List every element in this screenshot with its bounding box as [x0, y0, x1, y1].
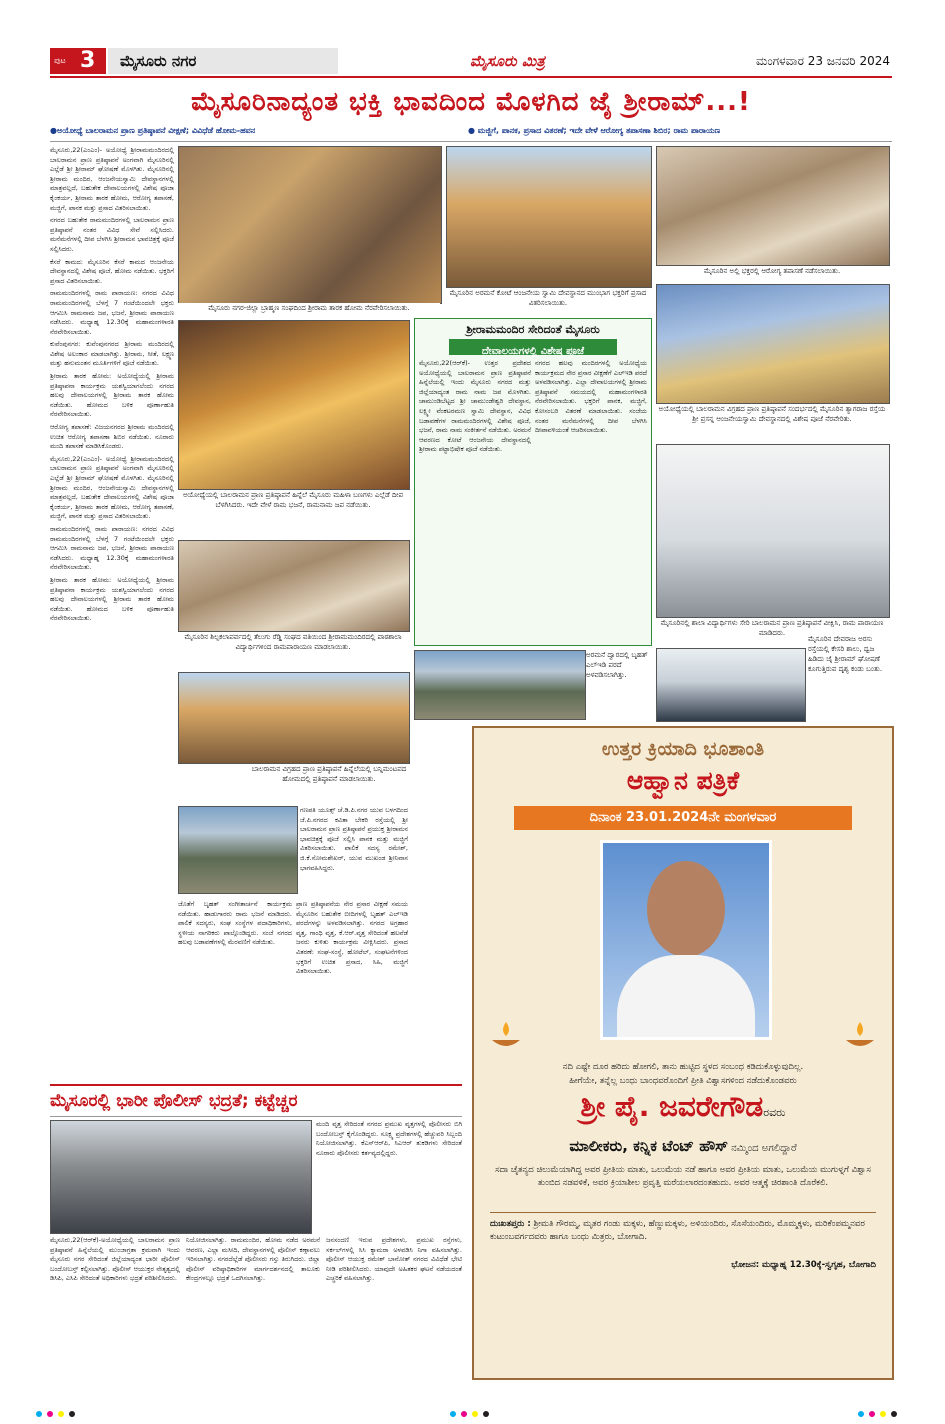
temples-box-left-text: ಮೈಸೂರು,22(ಆರ್‌ಕೆ)- ಉತ್ತರ ಪ್ರದೇಶದ ಅಯೋಧ್ಯೆಯಲ್ಲಿ ಬಾಲರಾಮನ ಪ್ರಾಣ ಪ್ರತಿಷ್ಠಾಪನೆ ಹಿನ್ನೆಲೆಯಲ್ಲಿ ಇಂದು ಮೈಸೂರು ನಗರದ ಮತ್ತು ಜಿಲ್ಲೆಯಾದ್ಯಂತ ರಾಮ ನಾಮ ಜಪ ಮೊಳಗಿತು. ಚಾಮುಂಡಿಬೆಟ್ಟದ ಶ್ರೀ ಚಾಮುಂಡೇಶ್ವರಿ ದೇವಸ್ಥಾನ, ಲಕ್ಷ್ಮೀ ವೆಂಕಟರಮಣ ಸ್ವಾಮಿ ದೇವಸ್ಥಾನ, ವಿವಿಧ ಬಡಾವಣೆಗಳ ರಾಮಮಂದಿರಗಳಲ್ಲಿ ವಿಶೇಷ ಪೂಜೆ, ಭಜನೆ, ರಾಮ ನಾಮ ಸಂಕೀರ್ತನೆ ನಡೆಯಿತು. ಅರಮನೆ ಆವರಣದ ಕೋಟೆ ಆಂಜನೇಯ ದೇವಸ್ಥಾನದಲ್ಲಿ ಶ್ರೀರಾಮ ಪಟ್ಟಾಭಿಷೇಕ ಪೂಜೆ ನಡೆಯಿತು. [419, 359, 531, 454]
portrait-head [647, 861, 725, 957]
ad-tribute-text: ಸದಾ ಚೈತನ್ಯದ ಚಿಲುಮೆಯಾಗಿದ್ದ ಅವರ ಪ್ರೀತಿಯ ಮಾತು, ಒಲುಮೆಯ ನಡೆ ಹಾಗೂ ಅವರ ಪ್ರೀತಿಯ ಮಾತು, ಒಲುಮೆಯ ಮುಗುಳ್ನಗೆ ವಿಶ್ವಾಸ ತುಂಬಿದ ನಡವಳಿಕೆ, ಅವರ ಕ್ರಿಯಾಶೀಲ ಪ್ರವೃತ್ತಿ ಮರೆಯಲಾರದಂತಹುದು. ಅವರ ಆತ್ಮಕ್ಕೆ ಚಿರಶಾಂತಿ ದೊರೆಕಲಿ. [495, 1165, 871, 1188]
crowd-photo [178, 672, 410, 764]
temples-box [414, 318, 652, 646]
designation-main: ಮಾಲೀಕರು, ಕನ್ನಿಕ ಟೆಂಟ್ ಹೌಸ್ [569, 1137, 728, 1155]
obituary-ad [472, 726, 894, 1380]
left-paragraph-7: ಆರೋಗ್ಯ ತಪಾಸಣೆ: ವಿಜಯನಗರದ ಶ್ರೀರಾಮ ಮಂದಿರದಲ್ಲಿ ಉಚಿತ ಆರೋಗ್ಯ ತಪಾಸಣಾ ಶಿಬಿರ ನಡೆಯಿತು. ನೂರಾರು ಮಂದಿ ತಪಾಸಣೆ ಮಾಡಿಸಿಕೊಂಡರು. [50, 423, 174, 451]
group-photo [178, 540, 410, 632]
police-text-col-1: ಮೈಸೂರು,22(ಆರ್‌ಕೆ)-ಅಯೋಧ್ಯೆಯಲ್ಲಿ ಬಾಲರಾಮನ ಪ್ರಾಣ ಪ್ರತಿಷ್ಠಾಪನೆ ಹಿನ್ನೆಲೆಯಲ್ಲಿ ಮುಂಜಾಗ್ರತಾ ಕ್ರಮವಾಗಿ ಇಂದು ಮೈಸೂರು ನಗರ ಸೇರಿದಂತೆ ಜಿಲ್ಲೆಯಾದ್ಯಂತ ಭಾರೀ ಪೊಲೀಸ್ ಬಂದೋಬಸ್ತ್ ಕಲ್ಪಿಸಲಾಗಿತ್ತು. ಪೊಲೀಸ್ ಆಯುಕ್ತರ ನೇತೃತ್ವದಲ್ಲಿ ಡಿಸಿಪಿ, ಎಸಿಪಿ ಸೇರಿದಂತೆ ಅಧಿಕಾರಿಗಳು ಭದ್ರತೆ ಪರಿಶೀಲಿಸಿದರು. [50, 1236, 180, 1283]
school-students-caption: ಮೈಸೂರಿನಲ್ಲಿ ಶಾಲಾ ವಿದ್ಯಾರ್ಥಿಗಳು ಸೇರಿ ಬಾಲರಾಮನ ಪ್ರಾಣ ಪ್ರತಿಷ್ಠಾಪನೆ ವೀಕ್ಷಿಸಿ, ರಾಮ ಪಾರಾಯಣ ಮಾಡಿದರು. [656, 618, 888, 642]
led-screen-photo [414, 650, 586, 720]
health-camp-photo [656, 146, 890, 266]
middle-text-col-3: ಜೊತೆಗೆ ಬೃಹತ್ ಸಂಗೀತಾರ್ಚನೆ ಕಾರ್ಯಕ್ರಮ ನಡೆಯಿತು. ಹಾಡುಗಾರರು ರಾಮ ಭಜನೆ ಮಾಡಿದರು. ಪಾಲಿಕೆ ಸದಸ್ಯರು, ಸಂಘ ಸಂಸ್ಥೆಗಳ ಪದಾಧಿಕಾರಿಗಳು, ಸ್ಥಳೀಯ ನಾಗರಿಕರು ಪಾಲ್ಗೊಂಡಿದ್ದರು. ಸಂಜೆ ನಗರದ ಹಲವು ಬಡಾವಣೆಗಳಲ್ಲಿ ಮೆರವಣಿಗೆ ನಡೆಯಿತು. [178, 900, 292, 947]
deceased-name-suffix: ರವರು [763, 1106, 786, 1119]
school-students-photo [656, 444, 890, 618]
car-procession-caption: ಮೈಸೂರಿನ ದೇವರಾಜ ಅರಸು ರಸ್ತೆಯಲ್ಲಿ ಕೇಸರಿ ಶಾಲು, ಧ್ವಜ ಹಿಡಿದು ಜೈ ಶ್ರೀರಾಮ್ ಘೋಷಣೆ ಕೂಗುತ್ತಿರುವ ದೃಶ್ಯ ಕಂಡು ಬಂತು. [808, 634, 888, 720]
temples-box-title-1: ಶ್ರೀರಾಮಮಂದಿರ ಸೇರಿದಂತೆ ಮೈಸೂರು [466, 323, 600, 336]
mourners-label: ದುಃಖತಪ್ತರು : [490, 1219, 531, 1229]
meal-info: ಭೋಜನ: ಮಧ್ಯಾಹ್ನ 12.30ಕ್ಕೆ-ಸ್ವಗೃಹ, ಬೋಗಾದಿ [731, 1260, 876, 1270]
masthead-logo: ಮೈಸೂರು ಮಿತ್ರ [470, 52, 545, 70]
left-paragraph-4-repeat: ರಾಮಮಂದಿರಗಳಲ್ಲಿ ರಾಮ ಪಾರಾಯಣ: ನಗರದ ವಿವಿಧ ರಾಮಮಂದಿರಗಳಲ್ಲಿ ಬೆಳಗ್ಗೆ 7 ಗಂಟೆಯಿಂದಲೇ ಭಕ್ತರು ಆಗಮಿಸಿ ರಾಮನಾಮ ಜಪ, ಭಜನೆ, ಶ್ರೀರಾಮ ಪಾರಾಯಣ ನಡೆಸಿದರು. ಮಧ್ಯಾಹ್ನ 12.30ಕ್ಕೆ ಮಹಾಮಂಗಳಾರತಿ ನೆರವೇರಿಸಲಾಯಿತು. [50, 524, 174, 572]
temples-box-right-text: ನಗರದ ಹಲವು ಮಂದಿರಗಳಲ್ಲಿ ಅಯೋಧ್ಯೆಯ ಕಾರ್ಯಕ್ರಮದ ನೇರ ಪ್ರಸಾರ ವೀಕ್ಷಣೆಗೆ ಎಲ್‌ಇಡಿ ಪರದೆ ಅಳವಡಿಸಲಾಗಿತ್ತು. ಎಲ್ಲಾ ದೇವಾಲಯಗಳಲ್ಲಿ ಶ್ರೀರಾಮ ಪ್ರತಿಷ್ಠಾಪನೆ ಸಮಯದಲ್ಲಿ ಮಹಾಮಂಗಳಾರತಿ ನೆರವೇರಿಸಲಾಯಿತು. ಭಕ್ತರಿಗೆ ಪಾನಕ, ಮಜ್ಜಿಗೆ, ಕೋಸಂಬರಿ ವಿತರಣೆ ಮಾಡಲಾಯಿತು. ಸಂಜೆಯ ನಂತರ ಮನೆಮನೆಗಳಲ್ಲಿ ದೀಪ ಬೆಳಗಿಸಿ ದೀಪಾವಳಿಯಂತೆ ಆಚರಿಸಲಾಯಿತು. [535, 359, 647, 435]
left-paragraph-1-repeat: ಮೈಸೂರು,22(ಎಂಎಂ)- ಅಯೋಧ್ಯೆ ಶ್ರೀರಾಮಮಂದಿರದಲ್ಲಿ ಬಾಲರಾಮನ ಪ್ರಾಣ ಪ್ರತಿಷ್ಠಾಪನೆ ಅಂಗವಾಗಿ ಮೈಸೂರಿನಲ್ಲಿ ಎಲ್ಲೆಡೆ ಶ್ರೀ ಶ್ರೀರಾಮ್ ಘೋಷಣೆ ಮೊಳಗಿತು. ಮೈಸೂರಿನಲ್ಲಿ ಶ್ರೀರಾಮ ಮಂದಿರ, ಆಂಜನೇಯಸ್ವಾಮಿ ದೇವಸ್ಥಾನಗಳಲ್ಲಿ ಮಾತ್ರವಲ್ಲದೆ, ಬಹುತೇಕ ದೇವಾಲಯಗಳಲ್ಲಿ ವಿಶೇಷ ಪೂಜಾ ಕೈಂಕರ್ಯ, ಶ್ರೀರಾಮ ತಾರಕ ಹೋಮ, ಆರೋಗ್ಯ ತಪಾಸಣೆ, ಮಜ್ಜಿಗೆ, ಪಾನಕ ಮತ್ತು ಪ್ರಸಾದ ವಿತರಿಸಲಾಯಿತು. [50, 454, 174, 521]
header-rule [50, 76, 892, 78]
print-registration-dots-left [36, 1402, 80, 1421]
prasada-photo-caption: ಮೈಸೂರಿನ ಅರಮನೆ ಕೋಟೆ ಆಂಜನೇಯ ಸ್ವಾಮಿ ದೇವಸ್ಥಾನದ ಮುಂಭಾಗ ಭಕ್ತರಿಗೆ ಪ್ರಸಾದ ವಿತರಿಸಲಾಯಿತು. [446, 288, 650, 312]
police-side-text: ಮಂದಿ ವೃತ್ತ ಸೇರಿದಂತೆ ನಗರದ ಪ್ರಮುಖ ವೃತ್ತಗಳಲ್ಲಿ ಪೊಲೀಸರು ಬಿಗಿ ಬಂದೋಬಸ್ತ್ ಕೈಗೊಂಡಿದ್ದರು. ಸೂಕ್ಷ್ಮ ಪ್ರದೇಶಗಳಲ್ಲಿ ಹೆಚ್ಚುವರಿ ಸಿಬ್ಬಂದಿ ನಿಯೋಜಿಸಲಾಗಿತ್ತು. ಕೆಎಸ್‌ಆರ್‌ಪಿ, ಸಿಎಆರ್ ತುಕಡಿಗಳು ಸೇರಿದಂತೆ ನೂರಾರು ಪೊಲೀಸರು ಕರ್ತವ್ಯದಲ್ಲಿದ್ದರು. [316, 1120, 462, 1157]
temples-box-title-2 [449, 339, 617, 355]
mourners-block [490, 1218, 876, 1244]
car-procession-photo [656, 648, 806, 722]
middle-text-col-1: ಗಣಪತಿ ಯೂತ್ಸ್ ಚೆ.ಡಿ.ಪಿ.ನಗರ ಯುವ ಬಳಗದಿಂದ ಜೆ.ಪಿ.ನಗರದ ಕವಿತಾ ಬೇಕರಿ ರಸ್ತೆಯಲ್ಲಿ ಶ್ರೀ ಬಾಲರಾಮನ ಪ್ರಾಣ ಪ್ರತಿಷ್ಠಾಪನೆ ಪ್ರಯುಕ್ತ ಶ್ರೀರಾಮನ ಭಾವಚಿತ್ರಕ್ಕೆ ಪೂಜೆ ಸಲ್ಲಿಸಿ ಪಾನಕ ಮತ್ತು ಮಜ್ಜಿಗೆ ವಿತರಿಸಲಾಯಿತು. ಪಾಲಿಕೆ ಸದಸ್ಯ ರಮೇಶ್, ಜಿ.ಕೆ.ಸೋಮಶೇಖರ್, ಯುವ ಮುಖಂಡ ಶ್ರೀನಿವಾಸ ಭಾಗವಹಿಸಿದ್ದರು. [300, 806, 408, 872]
designation-suffix: ನಮ್ಮಿಂದ ಅಗಲಿದ್ದಾರೆ [728, 1143, 797, 1154]
page-number-badge [50, 48, 106, 74]
ad-date-text: ದಿನಾಂಕ 23.01.2024ನೇ ಮಂಗಳವಾರ [589, 810, 777, 825]
police-text-col-3: ಜನಸಂದಣಿ ಇರುವ ಪ್ರದೇಶಗಳು, ಪ್ರಮುಖ ರಸ್ತೆಗಳು, ಸರ್ಕಲ್‌ಗಳಲ್ಲಿ ಸಿಸಿ ಕ್ಯಾಮರಾ ಅಳವಡಿಸಿ ನಿಗಾ ವಹಿಸಲಾಗಿತ್ತು. ಪೊಲೀಸ್ ಆಯುಕ್ತ ರಮೇಶ್ ಬಾನೋತ್ ನಗರದ ವಿವಿಧೆಡೆ ಭೇಟಿ ನೀಡಿ ಪರಿಶೀಲಿಸಿದರು. ಯಾವುದೇ ಅಹಿತಕರ ಘಟನೆ ನಡೆಯದಂತೆ ಎಚ್ಚರಿಕೆ ವಹಿಸಲಾಗಿತ್ತು. [326, 1236, 462, 1283]
left-diya-icon [488, 1018, 524, 1054]
left-paragraph-5: ಕುವೆಂಪುನಗರ: ಕುವೆಂಪುನಗರದ ಶ್ರೀರಾಮ ಮಂದಿರದಲ್ಲಿ ವಿಶೇಷ ಅಲಂಕಾರ ಮಾಡಲಾಗಿತ್ತು. ಶ್ರೀರಾಮ, ಸೀತೆ, ಲಕ್ಷ್ಮಣ ಮತ್ತು ಹನುಮಂತನ ಮೂರ್ತಿಗಳಿಗೆ ಪೂಜೆ ನಡೆಯಿತು. [50, 340, 174, 368]
main-headline: ಮೈಸೂರಿನಾದ್ಯಂತ ಭಕ್ತಿ ಭಾವದಿಂದ ಮೊಳಗಿದ ಜೈ ಶ್ರೀರಾಮ್...! [191, 87, 751, 117]
ad-title: ಉತ್ತರ ಕ್ರಿಯಾದಿ ಭೂಶಾಂತಿ [601, 738, 765, 760]
subhead-right: ● ಮಜ್ಜಿಗೆ, ಪಾನಕ, ಪ್ರಸಾದ ವಿತರಣೆ; ಇದೇ ವೇಳೆ ಆರೋಗ್ಯ ತಪಾಸಣಾ ಶಿಬಿರ; ರಾಮ ಪಾರಾಯಣ [468, 126, 721, 135]
left-paragraph-4: ರಾಮಮಂದಿರಗಳಲ್ಲಿ ರಾಮ ಪಾರಾಯಣ: ನಗರದ ವಿವಿಧ ರಾಮಮಂದಿರಗಳಲ್ಲಿ ಬೆಳಗ್ಗೆ 7 ಗಂಟೆಯಿಂದಲೇ ಭಕ್ತರು ಆಗಮಿಸಿ ರಾಮನಾಮ ಜಪ, ಭಜನೆ, ಶ್ರೀರಾಮ ಪಾರಾಯಣ ನಡೆಸಿದರು. ಮಧ್ಯಾಹ್ನ 12.30ಕ್ಕೆ ಮಹಾಮಂಗಳಾರತಿ ನೆರವೇರಿಸಲಾಯಿತು. [50, 289, 174, 336]
ad-quote-line-1: ನದಿ ಎಷ್ಟೇ ದೂರ ಹರಿದು ಹೋಗಲಿ, ತಾನು ಹುಟ್ಟಿದ ಸ್ಥಳದ ಸಂಬಂಧ ಕಡಿದುಕೊಳ್ಳುವುದಿಲ್ಲ. [562, 1062, 804, 1072]
health-camp-caption: ಮೈಸೂರಿನ ಅಲ್ಲಿ ಭಕ್ತರಲ್ಲಿ ಆರೋಗ್ಯ ತಪಾಸಣೆ ನಡೆಸಲಾಯಿತು. [656, 266, 888, 278]
deceased-name-row [474, 1090, 892, 1124]
lamps-photo-caption: ಅಯೋಧ್ಯೆಯಲ್ಲಿ ಬಾಲರಾಮನ ಪ್ರಾಣ ಪ್ರತಿಷ್ಠಾಪನೆ ಹಿನ್ನೆಲೆ ಮೈಸೂರು ಮಹಿಳಾ ಬಣಗಳು ಎಲ್ಲೆಡೆ ದೀಪ ಬೆಳಗಿಸಿದರು. ಇದೇ ವೇಳೆ ರಾಮ ಭಜನೆ, ರಾಮನಾಮ ಜಪ ನಡೆಯಿತು. [178, 490, 408, 534]
left-paragraph-2: ನಗರದ ಬಹುತೇಕ ರಾಮಮಂದಿರಗಳಲ್ಲಿ ಬಾಲರಾಮನ ಪ್ರಾಣ ಪ್ರತಿಷ್ಠಾಪನೆ ನಂತರ ವಿವಿಧ ಸೇವೆ ಸಲ್ಲಿಸಿದರು. ಮನೆಮನೆಗಳಲ್ಲಿ ದೀಪ ಬೆಳಗಿಸಿ ಶ್ರೀರಾಮನ ಭಾವಚಿತ್ರಕ್ಕೆ ಪೂಜೆ ಸಲ್ಲಿಸಿದರು. [50, 216, 174, 253]
subhead-rule [50, 141, 892, 142]
left-paragraph-6-repeat: ಶ್ರೀರಾಮ ತಾರಕ ಹೋಮ: ಅಯೋಧ್ಯೆಯಲ್ಲಿ ಶ್ರೀರಾಮ ಪ್ರತಿಷ್ಠಾಪನಾ ಕಾರ್ಯಕ್ರಮ ಯಶಸ್ವಿಯಾಗಲೆಂದು ನಗರದ ಹಲವು ದೇವಾಲಯಗಳಲ್ಲಿ ಶ್ರೀರಾಮ ತಾರಕ ಹೋಮ ನಡೆಯಿತು. ಹೋಮದ ಬಳಿಕ ಪೂರ್ಣಾಹುತಿ ನೆರವೇರಿಸಲಾಯಿತು. [50, 575, 174, 623]
police-photo [50, 1120, 312, 1234]
lamps-photo [178, 320, 410, 490]
led-screen-caption: ಅರಮನೆ ದ್ವಾರದಲ್ಲಿ ಬೃಹತ್ ಎಲ್‌ಇಡಿ ಪರದೆ ಅಳವಡಿಸಲಾಗಿತ್ತು. [586, 650, 648, 718]
prasada-photo [446, 146, 652, 288]
subhead-left: ●ಅಯೋಧ್ಯೆ ಬಾಲರಾಮನ ಪ್ರಾಣ ಪ್ರತಿಷ್ಠಾಪನೆ ವೀಕ್ಷಣೆ; ವಿವಿಧೆಡೆ ಹೋಮ-ಹವನ [50, 126, 256, 135]
deceased-name: ಶ್ರೀ ಪೈ. ಜವರೇಗೌಡ [580, 1090, 764, 1123]
police-text-col-2: ನಿಯೋಜಿಸಲಾಗಿತ್ತು. ರಾಮಮಂದಿರ, ಹೋಮ ನಡೆದ ಅರಮನೆ ಆವರಣ, ಎಲ್ಲಾ ಮಸೀದಿ, ದೇವಸ್ಥಾನಗಳಲ್ಲಿ ಪೊಲೀಸ್ ಕಣ್ಗಾವಲು ಇರಿಸಲಾಗಿತ್ತು. ನಗರದೆಲ್ಲೆಡೆ ಪೊಲೀಸರು ಗಸ್ತು ತಿರುಗಿದರು. ಜಿಲ್ಲಾ ಪೊಲೀಸ್ ವರಿಷ್ಠಾಧಿಕಾರಿಗಳ ಮಾರ್ಗದರ್ಶನದಲ್ಲಿ ತಾಲೂಕು ಕೇಂದ್ರಗಳಲ್ಲೂ ಭದ್ರತೆ ಒದಗಿಸಲಾಗಿತ್ತು. [186, 1236, 320, 1283]
section-tab [108, 48, 338, 74]
ad-quote-line-2: ಹೀಗೆಯೇ, ತನ್ನೆಲ್ಲ ಬಂಧು ಬಾಂಧವರೊಂದಿಗೆ ಪ್ರೀತಿ ವಿಶ್ವಾಸಗಳಿಂದ ನಡೆದುಕೊಂಡವರು [569, 1076, 797, 1086]
section-title: ಮೈಸೂರು ನಗರ [120, 52, 197, 70]
ad-divider [490, 1212, 876, 1213]
ad-date-banner [514, 806, 852, 830]
street-photo [178, 806, 298, 894]
issue-date: ಮಂಗಳವಾರ 23 ಜನವರಿ 2024 [755, 54, 890, 68]
police-headline: ಮೈಸೂರಲ್ಲಿ ಭಾರೀ ಪೊಲೀಸ್ ಭದ್ರತೆ; ಕಟ್ಟೆಚ್ಚರ [50, 1084, 462, 1117]
left-paragraph-6: ಶ್ರೀರಾಮ ತಾರಕ ಹೋಮ: ಅಯೋಧ್ಯೆಯಲ್ಲಿ ಶ್ರೀರಾಮ ಪ್ರತಿಷ್ಠಾಪನಾ ಕಾರ್ಯಕ್ರಮ ಯಶಸ್ವಿಯಾಗಲೆಂದು ನಗರದ ಹಲವು ದೇವಾಲಯಗಳಲ್ಲಿ ಶ್ರೀರಾಮ ತಾರಕ ಹೋಮ ನಡೆಯಿತು. ಹೋಮದ ಬಳಿಕ ಪೂರ್ಣಾಹುತಿ ನೆರವೇರಿಸಲಾಯಿತು. [50, 372, 174, 419]
crowd-photo-caption: ಬಾಲರಾಮನ ವಿಗ್ರಹದ ಪ್ರಾಣ ಪ್ರತಿಷ್ಠಾಪನೆ ಹಿನ್ನೆಲೆಯಲ್ಲಿ ಬನ್ನಿಮಂಟಪದ ಹೋಮದಲ್ಲಿ ಪ್ರತಿಷ್ಠಾಪನೆ ಮಾಡಲಾಯಿತು. [250, 764, 408, 800]
page-label: ಪುಟ [54, 56, 66, 65]
middle-text-col-2: ಪ್ರಾಣ ಪ್ರತಿಷ್ಠಾಪನೆಯ ನೇರ ಪ್ರಸಾರ ವೀಕ್ಷಣೆ ಸಮಯ ಮೈಸೂರಿನ ಬಹುತೇಕ ಬೀದಿಗಳಲ್ಲಿ ಬೃಹತ್ ಎಲ್‌ಇಡಿ ಪರದೆಗಳನ್ನು ಅಳವಡಿಸಲಾಗಿತ್ತು. ನಗರದ ಅಗ್ರಹಾರ ವೃತ್ತ, ಗಾಂಧಿ ವೃತ್ತ, ಕೆ.ಆರ್.ವೃತ್ತ ಸೇರಿದಂತೆ ಹಲವೆಡೆ ಜನರು ಕುಳಿತು ಕಾರ್ಯಕ್ರಮ ವೀಕ್ಷಿಸಿದರು. ಪ್ರಸಾದ ವಿತರಣೆ: ಸಂಘ-ಸಂಸ್ಥೆ, ಹೋಟೆಲ್, ಸಂಘಟನೆಗಳಿಂದ ಭಕ್ತರಿಗೆ ಉಚಿತ ಪ್ರಸಾದ, ಸಿಹಿ, ಮಜ್ಜಿಗೆ ವಿತರಿಸಲಾಯಿತು. [296, 900, 408, 976]
left-lead-paragraph: ಮೈಸೂರು,22(ಎಂಎಂ)- ಅಯೋಧ್ಯೆ ಶ್ರೀರಾಮಮಂದಿರದಲ್ಲಿ ಬಾಲರಾಮನ ಪ್ರಾಣ ಪ್ರತಿಷ್ಠಾಪನೆ ಅಂಗವಾಗಿ ಮೈಸೂರಿನಲ್ಲಿ ಎಲ್ಲೆಡೆ ಶ್ರೀ ಶ್ರೀರಾಮ್ ಘೋಷಣೆ ಮೊಳಗಿತು. ಮೈಸೂರಿನಲ್ಲಿ ಶ್ರೀರಾಮ ಮಂದಿರ, ಆಂಜನೇಯಸ್ವಾಮಿ ದೇವಸ್ಥಾನಗಳಲ್ಲಿ ಮಾತ್ರವಲ್ಲದೆ, ಬಹುತೇಕ ದೇವಾಲಯಗಳಲ್ಲಿ ವಿಶೇಷ ಪೂಜಾ ಕೈಂಕರ್ಯ, ಶ್ರೀರಾಮ ತಾರಕ ಹೋಮ, ಆರೋಗ್ಯ ತಪಾಸಣೆ, ಮಜ್ಜಿಗೆ, ಪಾನಕ ಮತ್ತು ಪ್ರಸಾದ ವಿತರಿಸಲಾಯಿತು. [50, 146, 174, 212]
page-number: 3 [80, 48, 96, 73]
left-article-column [50, 146, 174, 1076]
temples-box-title-2-text: ದೇವಾಲಯಗಳಲ್ಲಿ ವಿಶೇಷ ಪೂಜೆ [481, 346, 585, 357]
right-diya-icon [842, 1018, 878, 1054]
homa-photo [178, 146, 442, 304]
portrait-photo [600, 840, 772, 1040]
mourners-text: ಶ್ರೀಮತಿ ಗೌರಮ್ಮ, ಮೃತರ ಗಂಡು ಮಕ್ಕಳು, ಹೆಣ್ಣುಮಕ್ಕಳು, ಅಳಿಯಂದಿರು, ಸೊಸೆಯಂದಿರು, ಮೊಮ್ಮಕ್ಕಳು, ಮರಿಕೆಂಪಮ್ಮನವರ ಕುಟುಂಬವರ್ಗದವರು ಹಾಗೂ ಬಂಧು ಮಿತ್ರರು, ಬೋಗಾದಿ. [490, 1219, 865, 1242]
group-photo-caption: ಮೈಸೂರಿನ ಶಿಲ್ಪಕಲಾಪರ್ವದಲ್ಲಿ ತೆಲುಗು ರೆಡ್ಡಿ ಸಂಘದ ವತಿಯಿಂದ ಶ್ರೀರಾಮಮಂದಿರದಲ್ಲಿ ಪಾಠಶಾಲಾ ವಿದ್ಯಾರ್ಥಿಗಳಿಂದ ರಾಮಪಾರಾಯಣ ಮಾಡಲಾಯಿತು. [178, 632, 408, 666]
portrait-shirt [617, 955, 755, 1037]
ad-subtitle: ಆಹ್ವಾನ ಪತ್ರಿಕೆ [626, 766, 740, 795]
left-paragraph-3: ಕೆಸರೆ ಕಾಮದ: ಮೈಸೂರಿನ ಕೆಸರೆ ಕಾಮದ ಆಂಜನೇಯ ದೇವಸ್ಥಾನದಲ್ಲಿ ವಿಶೇಷ ಪೂಜೆ, ಹೋಮ ನಡೆಯಿತು. ಭಕ್ತರಿಗೆ ಪ್ರಸಾದ ವಿತರಿಸಲಾಯಿತು. [50, 257, 174, 285]
designation-row [474, 1136, 892, 1155]
print-registration-dots-center [450, 1402, 494, 1421]
page-header [50, 48, 892, 74]
temple-photo-caption: ಅಯೋಧ್ಯೆಯಲ್ಲಿ ಬಾಲರಾಮನ ವಿಗ್ರಹದ ಪ್ರಾಣ ಪ್ರತಿಷ್ಠಾಪನೆ ಸಂದರ್ಭದಲ್ಲಿ ಮೈಸೂರಿನ ತ್ಯಾಗರಾಜ ರಸ್ತೆಯ ಶ್ರೀ ಪ್ರಸನ್ನ ಆಂಜನೇಯಸ್ವಾಮಿ ದೇವಸ್ಥಾನದಲ್ಲಿ ವಿಶೇಷ ಪೂಜೆ ನೆರವೇರಿತು. [656, 404, 888, 438]
print-registration-dots-right [858, 1402, 902, 1421]
temple-photo [656, 284, 890, 404]
homa-photo-caption: ಮೈಸೂರು ನಗರ-ಜಿಲ್ಲಾ ಬ್ರಾಹ್ಮಣ ಸಂಘದಿಂದ ಶ್ರೀರಾಮ ತಾರಕ ಹೋಮ ನೆರವೇರಿಸಲಾಯಿತು. [178, 303, 440, 315]
